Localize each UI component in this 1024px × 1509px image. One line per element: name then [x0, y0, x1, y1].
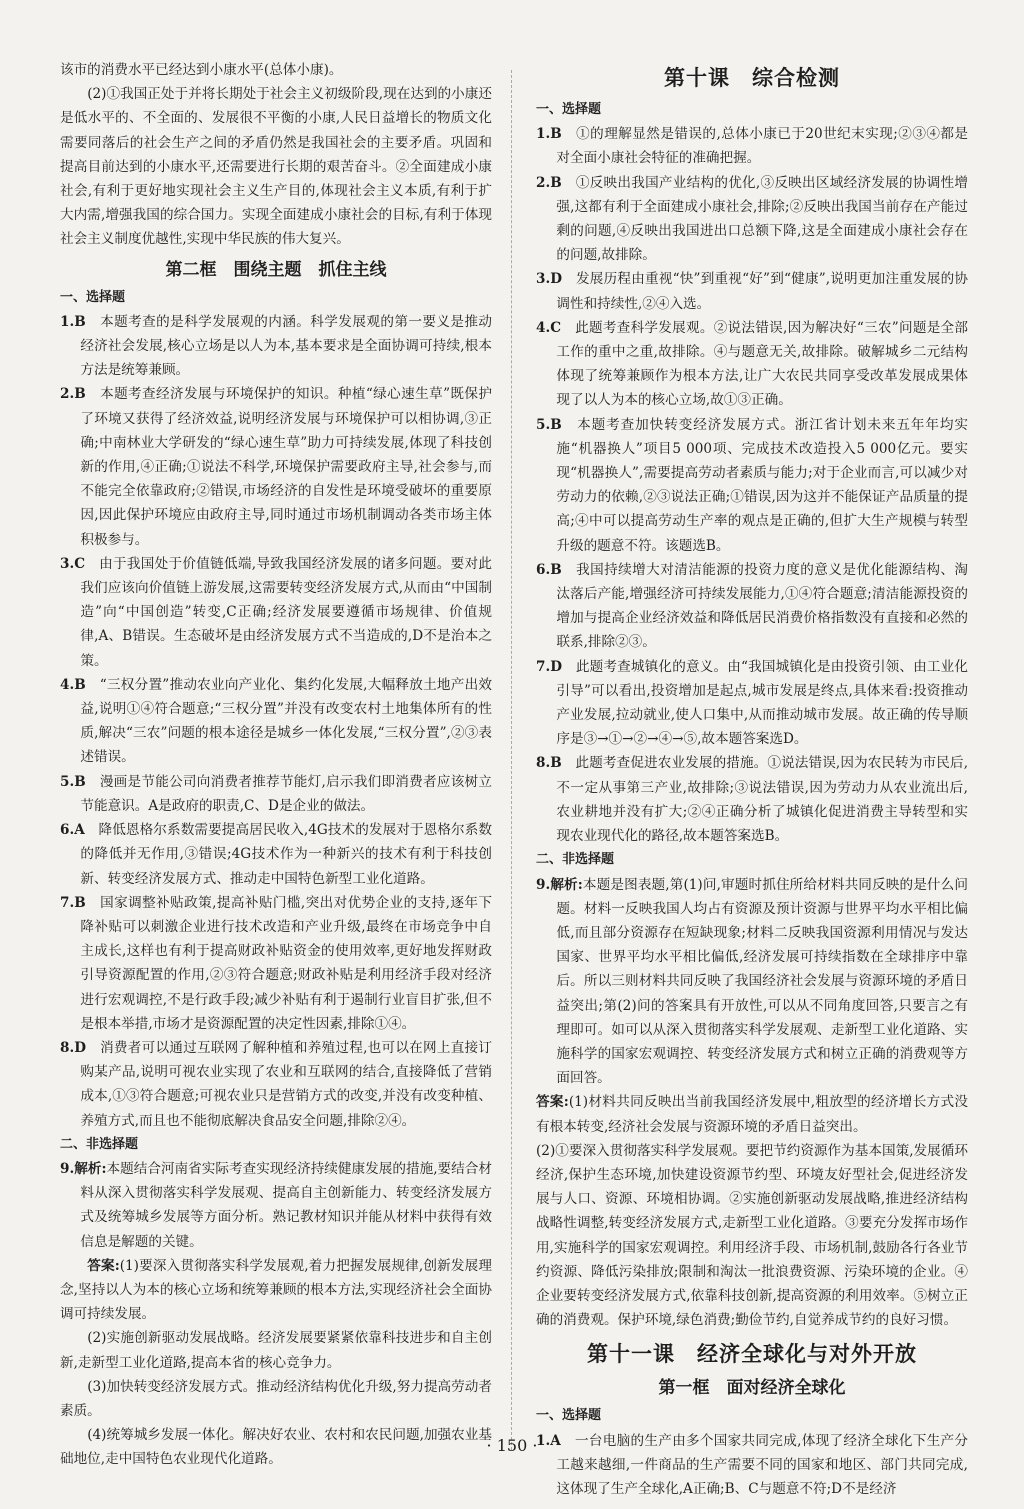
choice-answer	[536, 316, 968, 413]
answer-text: (2)①要深入贯彻落实科学发展观。要把节约资源作为基本国策,发展循环经济,保护生态环境,加快建设资源节约型、环境友好型社会,促进经济发展与人口、资源、环境相协调。②实施创新驱动发展战略,推进经济结构战略性调整,转变经济发展方式,走新型工业化道路。③要充分发挥市场作用,实施科学的国家宏观调控。利用经济手段、市场机制,鼓励各行各业节约资源、降低污染排放;限制和淘汰一批浪费资源、污染环境的企业。④企业要转变经济发展方式,依靠科技创新,提高资源的利用效率。⑤树立正确的消费观。保护环境,绿色消费;勤俭节约,自觉养成节约的良好习惯。	[536, 1142, 968, 1329]
analysis-text: 本题是图表题,第(1)问,审题时抓住所给材料共同反映的是什么问题。材料一反映我国人均占有资源及预计资源与世界平均水平相比偏低,而且部分资源存在短缺现象;材料二反映我国资源利用情况与发达国家、世界平均水平相比偏低,经济发展可持续指数在全球排序中靠后。所以三则材料共同反映了我国经济社会发展与资源环境的矛盾日益突出;第(2)问的答案具有开放性,可以从不同角度回答,只要言之有理即可。如可以从深入贯彻落实科学发展观、走新型工业化道路、实施科学的国家宏观调控、转变经济发展方式和树立正确的消费观等方面回答。	[556, 876, 968, 1087]
choice-key: 7.B	[60, 894, 86, 911]
choice-key: 8.D	[60, 1039, 86, 1056]
answer-label: 答案:	[536, 1094, 569, 1111]
page-number: · 150 ·	[486, 1436, 538, 1455]
analysis-text: 本题结合河南省实际考查实现经济持续健康发展的措施,要结合材料从深入贯彻落实科学发展观、提高自主创新能力、转变经济发展方式及统筹城乡发展等方面分析。熟记教材知识并能从材料中获得有效信息是解题的关键。	[80, 1160, 492, 1250]
part-heading: 一、选择题	[536, 102, 602, 117]
part-heading: 一、选择题	[60, 289, 126, 305]
answer-text: (2)实施创新驱动发展战略。经济发展要紧紧依靠科技进步和自主创新,走新型工业化道路,提高本省的核心竞争力。	[60, 1330, 492, 1371]
choice-answer	[60, 891, 492, 1036]
answer	[60, 1254, 492, 1327]
choice-answer	[60, 770, 492, 818]
choice-text: 发展历程由重视“快”到重视“好”到“健康”,说明更加注重发展的协调性和持续性,②④入选。	[556, 271, 968, 312]
analysis-label: 9.解析:	[60, 1160, 107, 1177]
choice-text: ①反映出我国产业结构的优化,③反映出区域经济发展的协调性增强,这都有利于全面建成小康社会,排除;②反映出我国当前存在产能过剩的问题,④反映出我国进出口总额下降,这是全面建成小康社会存在的问题,故排除。	[556, 174, 969, 264]
part-heading: 二、非选择题	[60, 1136, 139, 1152]
answer-text: (1)要深入贯彻落实科学发展观,着力把握发展规律,创新发展理念,坚持以人为本的核心立场和统筹兼顾的根本方法,实现经济社会全面协调可持续发展。	[60, 1257, 492, 1323]
choice-key: 3.C	[60, 555, 86, 572]
answer-text: (1)材料共同反映出当前我国经济发展中,粗放型的经济增长方式没有根本转变,经济社会发展与资源环境的矛盾日益突出。	[536, 1094, 968, 1135]
choice-text: “三权分置”推动农业向产业化、集约化发展,大幅释放土地产出效益,说明①④符合题意;“三权分置”并没有改变农村土地集体所有的性质,解决“三农”问题的根本途径是城乡一体化发展,“三权分置”,②③表述错误。	[80, 676, 493, 766]
lesson-title: 第十一课 经济全球化与对外开放	[587, 1342, 917, 1367]
choice-text: ①的理解显然是错误的,总体小康已于20世纪末实现;②③④都是对全面小康社会特征的准确把握。	[556, 126, 968, 167]
choice-key: 3.D	[536, 271, 562, 288]
right-column	[536, 58, 968, 1501]
answer-label: 答案:	[87, 1257, 120, 1274]
part-heading: 一、选择题	[536, 1408, 602, 1424]
part-heading: 二、非选择题	[536, 852, 615, 868]
section-title: 第一框 面对经济全球化	[658, 1378, 846, 1399]
choice-text: 此题考查科学发展观。②说法错误,因为解决好“三农”问题是全部工作的重中之重,故排除。④与题意无关,故排除。破解城乡二元结构体现了统筹兼顾作为根本方法,让广大农民共同享受改革发展成果体现了以人为本的核心立场,故①③正确。	[556, 319, 969, 409]
choice-answer	[60, 1036, 492, 1133]
choice-text: 国家调整补贴政策,提高补贴门槛,突出对优势企业的支持,逐年下降补贴可以刺激企业进行技术改造和产业升级,最终在市场竞争中自主成长,这样也有利于提高财政补贴资金的使用效率,更好地发挥财政引导资源配置的作用,②③符合题意;财政补贴是利用经济手段对经济进行宏观调控,不是行政手段;减少补贴有利于遏制行业盲目扩张,但不是根本举措,市场才是资源配置的决定性因素,排除①④。	[80, 894, 492, 1032]
section-title: 第二框 围绕主题 抓住主线	[165, 259, 387, 280]
choice-key: 2.B	[536, 174, 562, 191]
lesson-title: 第十课 综合检测	[664, 66, 840, 90]
choice-answer	[60, 818, 492, 891]
choice-text: 本题考查经济发展与环境保护的知识。种植“绿心速生草”既保护了环境又获得了经济效益,说明经济发展与环境保护可以相协调,③正确;中南林业大学研发的“绿心速生草”助力可持续发展,体现了科技创新的作用,④正确;①说法不科学,环境保护需要政府主导,社会参与,而不能完全依靠政府;②错误,市场经济的自发性是环境受破坏的重要原因,因此保护环境应由政府主导,同时通过市场机制调动各类市场主体积极参与。	[80, 386, 493, 548]
choice-key: 4.B	[60, 676, 86, 693]
choice-key: 7.D	[536, 658, 562, 675]
choice-key: 6.B	[536, 561, 562, 578]
choice-text: 由于我国处于价值链低端,导致我国经济发展的诸多问题。要对此我们应该向价值链上游发展,这需要转变经济发展方式,从而由“中国制造”向“中国创造”转变,C正确;经济发展要遵循市场规律、价值规律,A、B错误。生态破坏是由经济发展方式不当造成的,D不是治本之策。	[80, 555, 492, 669]
choice-key: 4.C	[536, 319, 562, 336]
choice-text: 一台电脑的生产由多个国家共同完成,体现了经济全球化下生产分工越来越细,一件商品的生产需要不同的国家和地区、部门共同完成,这体现了生产全球化,A正确;B、C与题意不符;D不是经济	[556, 1432, 969, 1497]
choice-text: 此题考查促进农业发展的措施。①说法错误,因为农民转为市民后,不一定从事第三产业,故排除;③说法错误,因为劳动力从农业流出后,农业耕地并没有扩大;②④正确分析了城镇化促进消费主导转型和实现农业现代化的路径,故本题答案选B。	[556, 755, 969, 845]
choice-answer	[60, 673, 492, 770]
answer-text: (3)加快转变经济发展方式。推动经济结构优化升级,努力提高劳动者素质。	[60, 1378, 492, 1419]
choice-text: 本题考查加快转变经济发展方式。浙江省计划未来五年年均实施“机器换人”项目5 000项、完成技术改造投入5 000亿元。要实现“机器换人”,需要提高劳动者素质与能力;对于企业而言,可以减少对劳动力的依赖,②③说法正确;①错误,因为这并不能保证产品质量的提高;④中可以提高劳动生产率的观点是正确的,但扩大生产规模与转型升级的题意不符。该题选B。	[556, 416, 969, 554]
choice-answer	[60, 382, 492, 551]
choice-answer	[60, 552, 492, 673]
column-divider	[511, 70, 512, 1450]
choice-answer	[536, 171, 968, 268]
choice-text: 我国持续增大对清洁能源的投资力度的意义是优化能源结构、淘汰落后产能,增强经济可持续发展能力,①④符合题意;清洁能源投资的增加与提高企业经济效益和降低居民消费价格指数没有直接和必然的联系,排除②③。	[556, 561, 969, 651]
choice-answer	[536, 267, 968, 315]
left-column	[60, 58, 492, 1472]
choice-key: 5.B	[536, 416, 562, 433]
choice-text: 漫画是节能公司向消费者推荐节能灯,启示我们即消费者应该树立节能意识。A是政府的职责,C、D是企业的做法。	[80, 773, 493, 814]
analysis-label: 9.解析:	[536, 876, 583, 893]
choice-key: 1.B	[60, 313, 86, 330]
analysis	[536, 873, 968, 1091]
choice-key: 1.A	[536, 1432, 561, 1449]
choice-answer	[536, 751, 968, 848]
choice-text: 本题考查的是科学发展观的内涵。科学发展观的第一要义是推动经济社会发展,核心立场是以人为本,基本要求是全面协调可持续,根本方法是统筹兼顾。	[80, 313, 493, 379]
choice-answer	[536, 122, 968, 170]
answer	[536, 1090, 968, 1138]
choice-key: 8.B	[536, 755, 562, 772]
choice-answer	[536, 413, 968, 558]
choice-answer	[536, 558, 968, 655]
intro-paragraph: (2)①我国正处于并将长期处于社会主义初级阶段,现在达到的小康还是低水平的、不全面的、发展很不平衡的小康,人民日益增长的物质文化需要同落后的社会生产之间的矛盾仍然是我国社会的主要矛盾。巩固和提高目前达到的小康水平,还需要进行长期的艰苦奋斗。②全面建成小康社会,有利于更好地实现社会主义生产目的,体现社会主义本质,有利于扩大内需,增强我国的综合国力。实现全面建成小康社会的目标,有利于体现社会主义制度优越性,实现中华民族的伟大复兴。	[60, 86, 492, 248]
choice-text: 此题考查城镇化的意义。由“我国城镇化是由投资引领、由工业化引导”可以看出,投资增加是起点,城市发展是终点,具体来看:投资推动产业发展,拉动就业,使人口集中,从而推动城市发展。故正确的传导顺序是③→①→②→④→⑤,故本题答案选D。	[556, 658, 968, 748]
choice-text: 降低恩格尔系数需要提高居民收入,4G技术的发展对于恩格尔系数的降低并无作用,③错误;4G技术作为一种新兴的技术有利于科技创新、转变经济发展方式、推动走中国特色新型工业化道路。	[80, 822, 493, 887]
intro-line: 该市的消费水平已经达到小康水平(总体小康)。	[60, 62, 343, 78]
choice-key: 5.B	[60, 773, 86, 790]
choice-answer	[536, 655, 968, 752]
choice-text: 消费者可以通过互联网了解种植和养殖过程,也可以在网上直接订购某产品,说明可视农业实现了农业和互联网的结合,直接降低了营销成本,①③符合题意;可视农业只是营销方式的改变,并没有改变种植、养殖方式,而且也不能彻底解决食品安全问题,排除②④。	[80, 1039, 492, 1129]
choice-answer	[60, 310, 492, 383]
choice-key: 6.A	[60, 822, 85, 839]
choice-key: 1.B	[536, 126, 562, 143]
choice-key: 2.B	[60, 386, 86, 403]
analysis	[60, 1157, 492, 1254]
answer-text: (4)统筹城乡发展一体化。解决好农业、农村和农民问题,加强农业基础地位,走中国特色农业现代化道路。	[60, 1427, 492, 1468]
